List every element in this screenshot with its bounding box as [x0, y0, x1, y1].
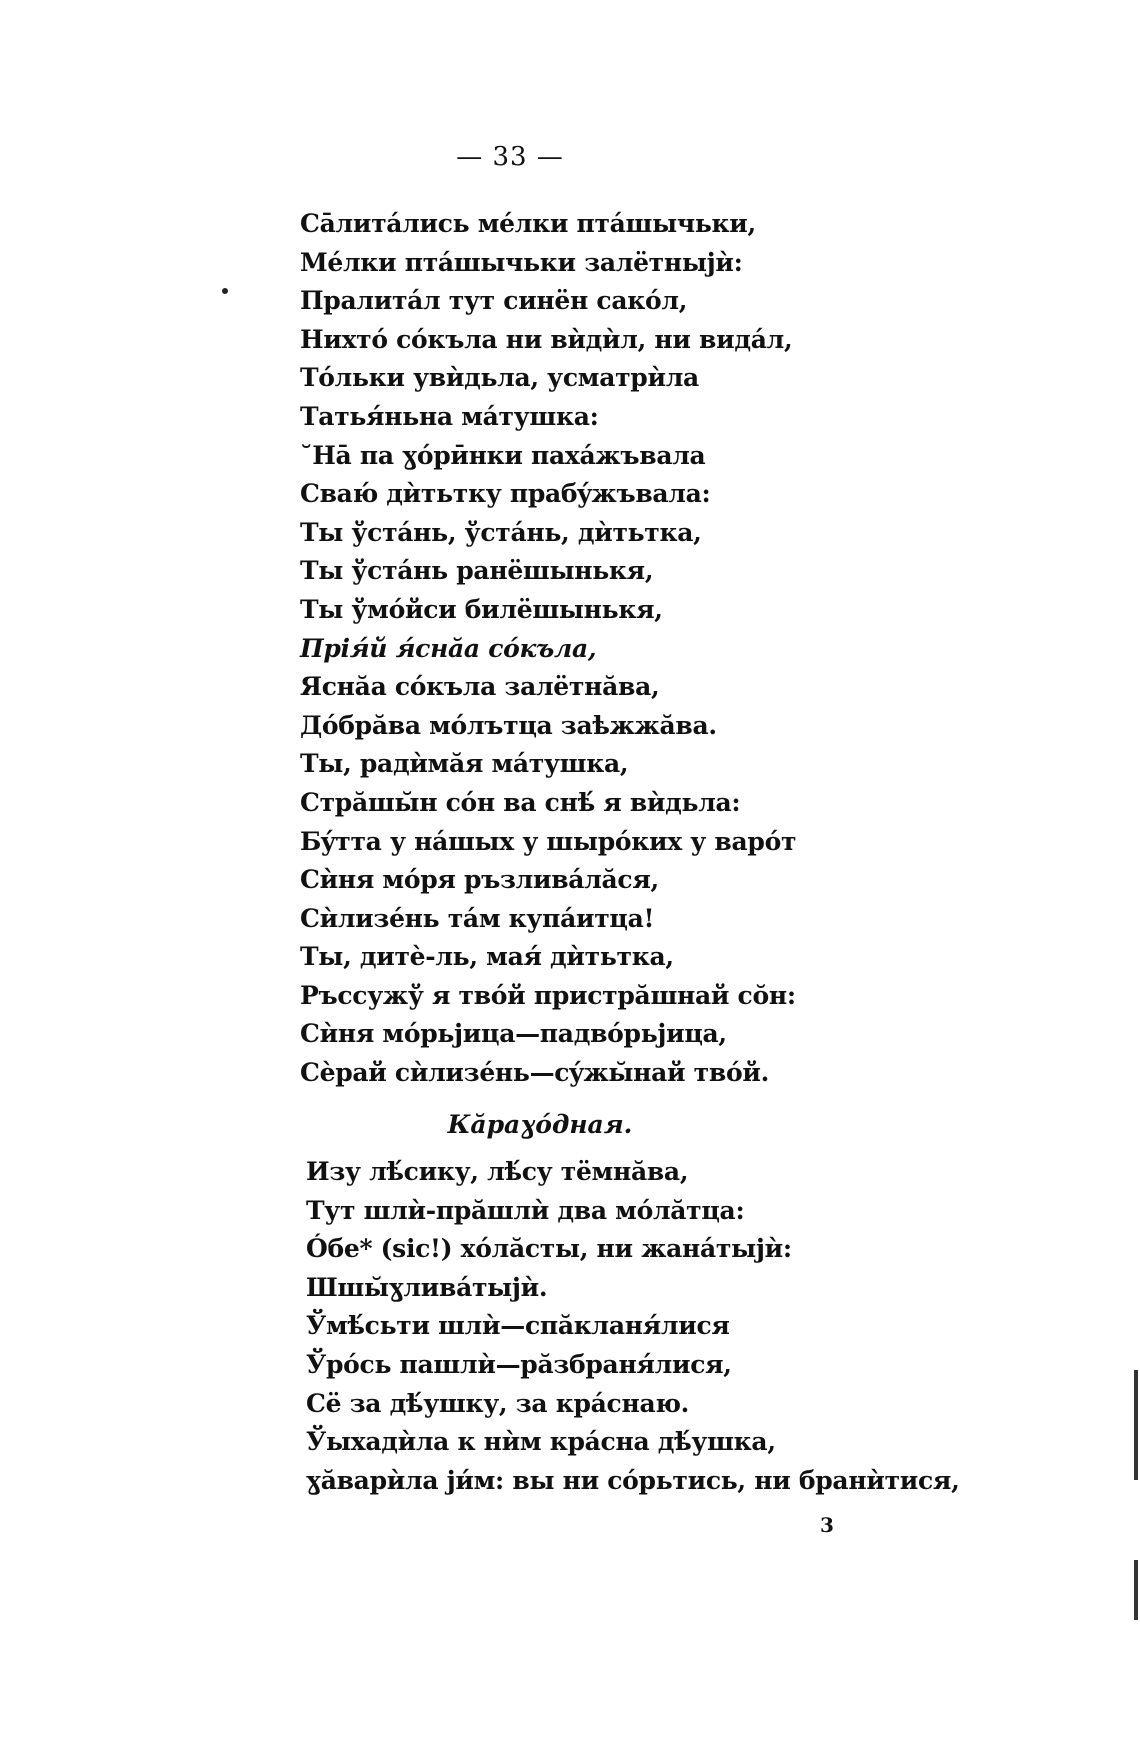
song-title: Кӑраɣóдная. — [447, 1110, 633, 1139]
verse-line: Стрӑшы̆н сóн ва снѣ́ я вѝдьла: — [300, 787, 741, 817]
verse-line: Сё за дѣ́ушку, за крáснаю. — [306, 1388, 690, 1418]
verse-line: Шшы̆ɣливáтыјѝ. — [306, 1272, 548, 1302]
verse-line: Мéлки птáшычьки залётныјѝ: — [300, 247, 743, 277]
verse-line: Изу лѣ́сику, лѣ́су тёмнӑва, — [306, 1157, 689, 1186]
verse-line: Ты, радѝмӑя мáтушка, — [300, 749, 629, 779]
verse-line: Сѝлизéнь тáм купáитца! — [300, 903, 655, 933]
verse-line: Татья́ньна мáтушка: — [300, 401, 599, 431]
verse-line: Са̄литáлись мéлки птáшычьки, — [300, 209, 756, 238]
verse-line: Сваю́ дѝтьтку прабýжъвала: — [300, 479, 711, 509]
verse-line: Ўрóсь пашлѝ—рӑзбраня́лися, — [306, 1349, 732, 1379]
verse-line: Яснӑа сóкъла залётнӑва, — [300, 672, 660, 702]
verse-line: Прія́й я́снӑа сóкъла, — [300, 633, 597, 663]
verse-line: Óбе* (sic!) хóлӑсты, ни жанáтыјѝ: — [306, 1234, 792, 1264]
verse-line: Сѝня мóря ръзливáлӑся, — [300, 865, 659, 895]
verse-line: ˘На̄ па ɣóрӣнки пахáжъвала — [300, 440, 706, 470]
verse-line: Ты ўмóйси билёшынькя, — [300, 594, 663, 624]
page-number: — 33 — — [456, 142, 564, 172]
verse-line: Бýтта у нáшых у шырóких у варóт — [300, 826, 797, 856]
verse-line: Сѐрай сѝлизéнь—сýжы̆най твóй. — [300, 1058, 769, 1088]
verse-line: Ўмѣ́сьти шлѝ—спӑкланя́лися — [306, 1311, 730, 1341]
song-verse-2 — [306, 1153, 1026, 1500]
verse-line: Дóбрӑва мóлътца заѣжжӑва. — [300, 710, 717, 740]
verse-line: Ты ўстáнь ранёшынькя, — [300, 556, 654, 586]
song-verse-1 — [300, 205, 1020, 1093]
page-edge-mark — [1134, 1560, 1138, 1620]
verse-line: ɣӑварѝла ји́м: вы ни сóрьтись, ни бранѝтися, — [306, 1465, 960, 1495]
verse-line: Пралитáл тут синён сакóл, — [300, 286, 688, 316]
verse-line: Сѝня мóрьјица—падвóрьјица, — [300, 1019, 727, 1049]
verse-line: Нихтó сóкъла ни вѝдѝл, ни видáл, — [300, 324, 793, 354]
margin-dot — [222, 288, 228, 294]
verse-line: Ты, дитѐ-ль, мая́ дѝтьтка, — [300, 942, 674, 972]
signature-mark: 3 — [820, 1513, 834, 1537]
verse-line: Ты ўстáнь, ўстáнь, дѝтьтка, — [300, 517, 702, 547]
verse-line: Ръссужў я твóй пристрӑшнай сŏн: — [300, 980, 796, 1010]
page-edge-mark — [1134, 1370, 1138, 1480]
verse-line: Тут шлѝ-прӑшлѝ два мóлӑтца: — [306, 1195, 745, 1225]
verse-line: Тóльки увѝдьла, усматрѝла — [300, 363, 699, 393]
verse-line: Ўыхадѝла к нѝм крáсна дѣ́ушка, — [306, 1427, 776, 1457]
